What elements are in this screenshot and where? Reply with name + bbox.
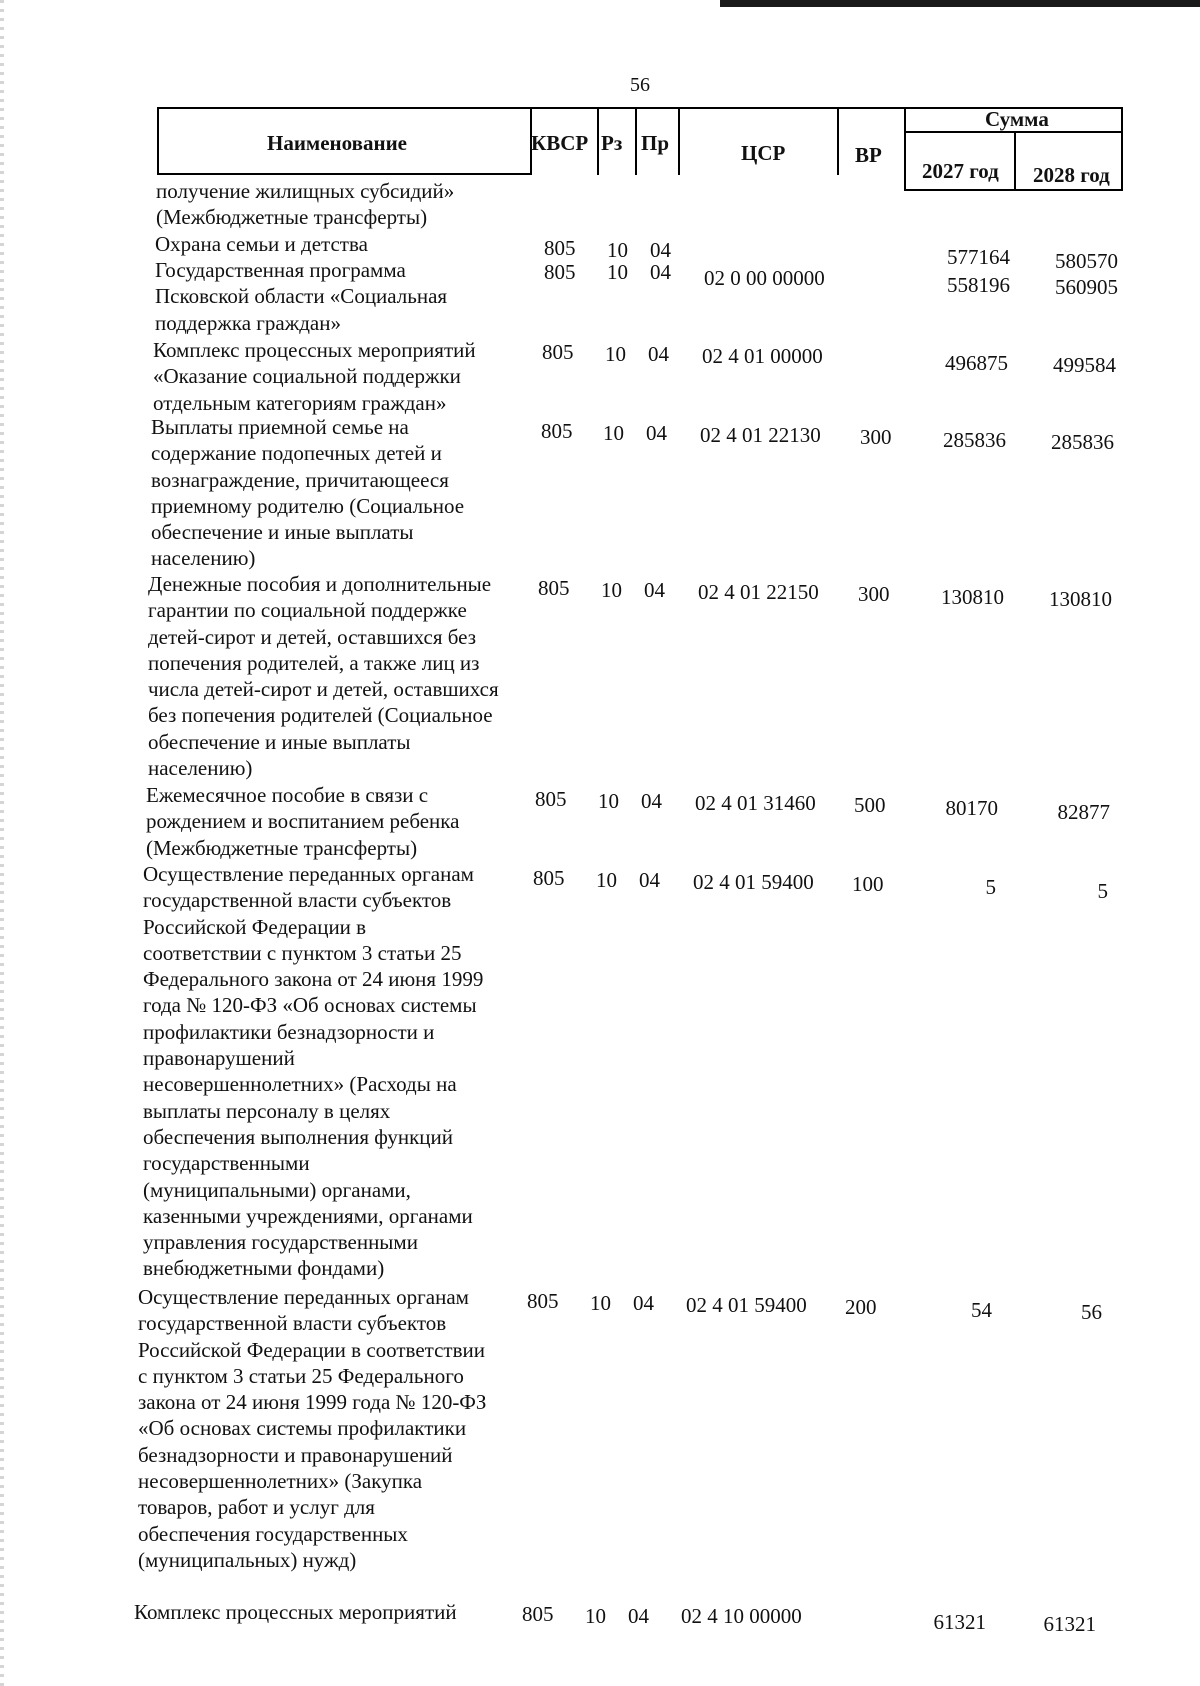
row-pr: 04 [628,1604,649,1628]
header-sum: Сумма [985,107,1049,131]
row-kvsr: 805 [542,340,574,364]
row-csr: 02 4 01 59400 [686,1293,807,1317]
row-csr: 02 4 01 22130 [700,423,821,447]
row-pr: 04 [644,578,665,602]
row-rz: 10 [607,238,628,262]
row-rz: 10 [605,342,626,366]
header-divider-csr [837,107,839,175]
row-sum-2028: 580570 [1055,249,1118,273]
header-divider-vr [904,107,906,191]
header-name: Наименование [267,131,407,155]
row-pr: 04 [641,789,662,813]
row-vr: 200 [845,1295,877,1319]
row-sum-2027: 496875 [945,351,1008,375]
row-name: Ежемесячное пособие в связи с рождением и воспитанием ребенка (Межбюджетные трансферты) [146,783,460,860]
row-sum-2028: 560905 [1055,275,1118,299]
row-csr: 02 0 00 00000 [704,266,825,290]
row-name: Комплекс процессных мероприятий [134,1600,457,1624]
row-name: Государственная программа Псковской области «Социальная поддержка граждан» [155,258,448,335]
row-name: Выплаты приемной семье на содержание подопечных детей и вознаграждение, причитающееся приемному родителю (Социальное обеспечение и иные выплаты населению) [151,415,465,571]
row-kvsr: 805 [544,260,576,284]
row-kvsr: 805 [533,866,565,890]
row-sum-2028: 61321 [1043,1612,1096,1636]
row-sum-2027: 54 [971,1298,992,1322]
row-sum-2027: 80170 [945,796,998,820]
header-top-border [157,107,1123,109]
row-pr: 04 [633,1291,654,1315]
row-pr: 04 [648,342,669,366]
row-rz: 10 [590,1291,611,1315]
row-sum-2028: 130810 [1049,587,1112,611]
row-sum-2027: 577164 [947,245,1010,269]
scan-edge-left [0,0,4,1686]
row-rz: 10 [596,868,617,892]
header-right-border [1121,107,1123,191]
header-pr: Пр [641,131,670,155]
row-pr: 04 [646,421,667,445]
row-sum-2027: 130810 [941,585,1004,609]
row-sum-2028: 5 [1097,879,1108,903]
row-csr: 02 4 01 22150 [698,580,819,604]
row-sum-2028: 499584 [1053,353,1116,377]
row-sum-2027: 558196 [947,273,1010,297]
page-number: 56 [630,74,650,96]
row-rz: 10 [603,421,624,445]
row-sum-2027: 5 [985,875,996,899]
row-csr: 02 4 01 59400 [693,870,814,894]
row-sum-2027: 61321 [933,1610,986,1634]
row-name: получение жилищных субсидий» (Межбюджетные трансферты) [156,179,455,230]
row-kvsr: 805 [522,1602,554,1626]
row-vr: 500 [854,793,886,817]
row-kvsr: 805 [541,419,573,443]
row-rz: 10 [585,1604,606,1628]
row-sum-2028: 285836 [1051,430,1114,454]
header-left-border [157,107,159,175]
header-vr: ВР [855,143,882,167]
row-rz: 10 [598,789,619,813]
row-vr: 300 [860,425,892,449]
header-kvsr: КВСР [531,131,589,155]
row-pr: 04 [650,238,671,262]
row-name: Осуществление переданных органам государственной власти субъектов Российской Федерации в соответствии с пунктом 3 статьи 25 Федерального закона от 24 июня 1999 года № 120-ФЗ «Об основах системы профилактики безнадзорности и правонарушений несовершеннолетних» (Расходы на выплаты персоналу в целях обеспечения выполнения функций государственными (муниципальными) органами, казенными учреждениями, органами управления государственными внебюджетными фондами) [143,862,484,1281]
row-kvsr: 805 [538,576,570,600]
row-kvsr: 805 [527,1289,559,1313]
row-name: Охрана семьи и детства [155,232,368,256]
row-name: Осуществление переданных органам государственной власти субъектов Российской Федерации в соответствии с пунктом 3 статьи 25 Федерального закона от 24 июня 1999 года № 120-ФЗ «Об основах системы профилактики безнадзорности и правонарушений несовершеннолетних» (Закупка товаров, работ и услуг для обеспечения государственных (муниципальных) нужд) [138,1285,487,1572]
row-pr: 04 [639,868,660,892]
header-year-2027: 2027 год [922,159,999,183]
row-csr: 02 4 10 00000 [681,1604,802,1628]
row-name: Денежные пособия и дополнительные гарантии по социальной поддержке детей-сирот и детей, оставшихся без попечения родителей, а также лиц из числа детей-сирот и детей, оставшихся без попечения родителей (Социальное обеспечение и иные выплаты населению) [148,572,499,781]
scan-edge-top [720,0,1200,7]
header-year-2028: 2028 год [1033,163,1110,187]
header-divider-years [1014,131,1016,191]
row-csr: 02 4 01 00000 [702,344,823,368]
header-rz: Рз [601,131,623,155]
row-name: Комплекс процессных мероприятий «Оказание социальной поддержки отдельным категориям граждан» [153,338,476,415]
row-vr: 100 [852,872,884,896]
row-csr: 02 4 01 31460 [695,791,816,815]
row-kvsr: 805 [535,787,567,811]
row-rz: 10 [607,260,628,284]
row-vr: 300 [858,582,890,606]
row-sum-2028: 56 [1081,1300,1102,1324]
header-divider-pr [678,107,680,175]
row-sum-2028: 82877 [1057,800,1110,824]
header-csr: ЦСР [741,141,786,165]
row-sum-2027: 285836 [943,428,1006,452]
header-divider-kvsr [597,107,599,175]
header-divider-rz [635,107,637,175]
row-rz: 10 [601,578,622,602]
header-name-bottom-border [157,173,530,175]
row-kvsr: 805 [544,236,576,260]
row-pr: 04 [650,260,671,284]
